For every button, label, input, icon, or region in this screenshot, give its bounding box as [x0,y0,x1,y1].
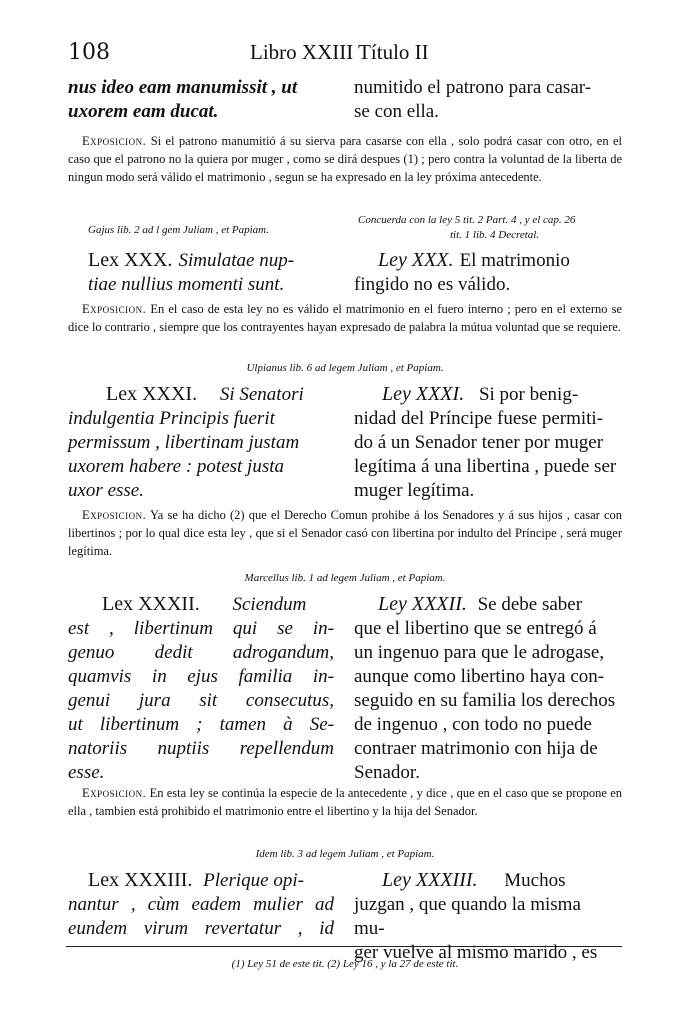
spanish-line: que el libertino que se entregó á [354,618,597,639]
latin-line: uxorem habere : potest justa [68,456,284,477]
spanish-line: numitido el patrono para casar- [354,77,592,98]
exposicion-label: Exposicion. [82,508,147,522]
latin-line: Plerique opi- [203,870,304,891]
running-title: Libro XXIII Título II [250,40,429,64]
latin-line: Simulatae nup- [178,250,295,271]
spanish-line: juzgan , que quando la misma mu- [354,894,581,939]
latin-line: indulgentia Principis fuerit [68,408,275,429]
spanish-line: Senador. [354,762,420,783]
exposicion-block4 [68,784,622,820]
exposicion-text: En el caso de esta ley no es válido el matrimonio en el fuero interno ; pero en el externo se dice lo contrario , siempre que los contrayentes hayan expresado de palabra la mútua voluntad que se requiere. [68,302,622,334]
latin-line: eundem virum revertatur , id [68,918,334,939]
spanish-line: nidad del Príncipe fuese permiti- [354,408,604,429]
spanish-line: Se debe saber [477,594,583,615]
citation-left: Gajus lib. 2 ad l gem Juliam , et Papiam. [88,224,269,236]
exposicion-text: En esta ley se continúa la especie de la antecedente , y dice , que en el caso que se propone en ella , tambien está prohibido el matrimonio entre el libertino y la hija del Senador. [68,786,623,818]
page-number: 108 [68,40,110,65]
spanish-line: seguido en su familia los derechos [354,690,616,711]
citation-right-2: tit. 1 lib. 4 Decretal. [450,229,540,241]
spanish-line: Si por benig- [478,384,579,405]
latin-line: uxorem eam ducat. [68,101,219,122]
spanish-line: contraer matrimonio con hija de [354,738,598,759]
spanish-column-block4 [354,592,624,785]
exposicion-label: Exposicion. [82,134,147,148]
spanish-line: ger vuelve al mismo marido , es [354,942,598,963]
lex-heading: Lex XXXI. [106,383,198,405]
exposicion-label: Exposicion. [82,302,147,316]
latin-column-block2 [88,248,348,297]
latin-column-block1 [68,76,338,124]
exposicion-text: Ya se ha dicho (2) que el Derecho Comun prohibe á los Senadores y á sus hijos , casar con libertinos ; por lo qual dice esta ley , que si el Senador casó con libertina por indulto del Príncipe , será muger legítima. [68,508,622,558]
spanish-column-block5 [354,868,616,965]
lex-heading: Lex XXXIII. [88,869,193,891]
ley-heading: Ley XXX. [378,249,454,271]
footnote: (1) Ley 51 de este tit. (2) Ley 16 , y la 27 de este tit. [231,958,459,970]
spanish-column-block2 [354,248,628,297]
latin-line: ut libertinum ; tamen à Se- [68,714,334,735]
spanish-column-block3 [354,382,626,503]
latin-column-block4 [68,592,334,785]
latin-line: Sciendum [232,594,307,615]
spanish-line: se con ella. [354,101,439,122]
exposicion-block2 [68,300,622,336]
ley-heading: Ley XXXII. [378,593,467,615]
spanish-line: un ingenuo para que le adrogase, [354,642,605,663]
latin-column-block5 [68,868,334,941]
citation-block5: Idem lib. 3 ad legem Juliam , et Papiam. [255,848,435,860]
citation-block4: Marcellus lib. 1 ad legem Juliam , et Papiam. [244,572,446,584]
spanish-column-block1 [354,76,624,124]
latin-column-block3 [68,382,338,503]
lex-heading: Lex XXXII. [102,593,200,615]
exposicion-text: Si el patrono manumitió á su sierva para casarse con ella , solo podrá casar con otro, en el caso que el patrono no la quiera por muger , como se dirá despues (1) ; pero contra la voluntad de la liberta de ningun modo será válido el matrimonio , segun se ha expresado en la ley próxima antecedente. [68,134,622,184]
latin-line: nus ideo eam manumissit , ut [68,77,298,98]
latin-line: nantur , cùm eadem mulier ad [68,894,334,915]
spanish-line: aunque como libertino haya con- [354,666,605,687]
citation-block3: Ulpianus lib. 6 ad legem Juliam , et Papiam. [246,362,444,374]
latin-line: natoriis nuptiis repellendum [68,738,334,759]
latin-line: tiae nullius momenti sunt. [88,274,285,295]
ley-heading: Ley XXXIII. [382,869,478,891]
spanish-line: de ingenuo , con todo no puede [354,714,592,735]
footnote-rule [66,946,622,947]
spanish-line: fingido no es válido. [354,274,511,295]
latin-line: quamvis in ejus familia in- [68,666,334,687]
citation-right-1: Concuerda con la ley 5 tit. 2 Part. 4 , y el cap. 26 [358,214,576,226]
spanish-line: legítima á una libertina , puede ser [354,456,617,477]
spanish-line: El matrimonio [459,250,570,271]
latin-line: uxor esse. [68,480,144,501]
latin-line: permissum , libertinam justam [68,432,300,453]
latin-line: genui jura sit consecutus, [68,690,334,711]
exposicion-block3 [68,506,622,560]
latin-line: esse. [68,762,105,783]
latin-line: est , libertinum qui se in- [68,618,334,639]
lex-heading: Lex XXX. [88,249,173,271]
exposicion-block1 [68,132,622,186]
spanish-line: muger legítima. [354,480,475,501]
exposicion-label: Exposicion. [82,786,147,800]
latin-line: Si Senatori [219,384,304,405]
spanish-line: do á un Senador tener por muger [354,432,604,453]
spanish-line: Muchos [504,870,566,891]
latin-line: genuo dedit adrogandum, [68,642,334,663]
ley-heading: Ley XXXI. [382,383,465,405]
